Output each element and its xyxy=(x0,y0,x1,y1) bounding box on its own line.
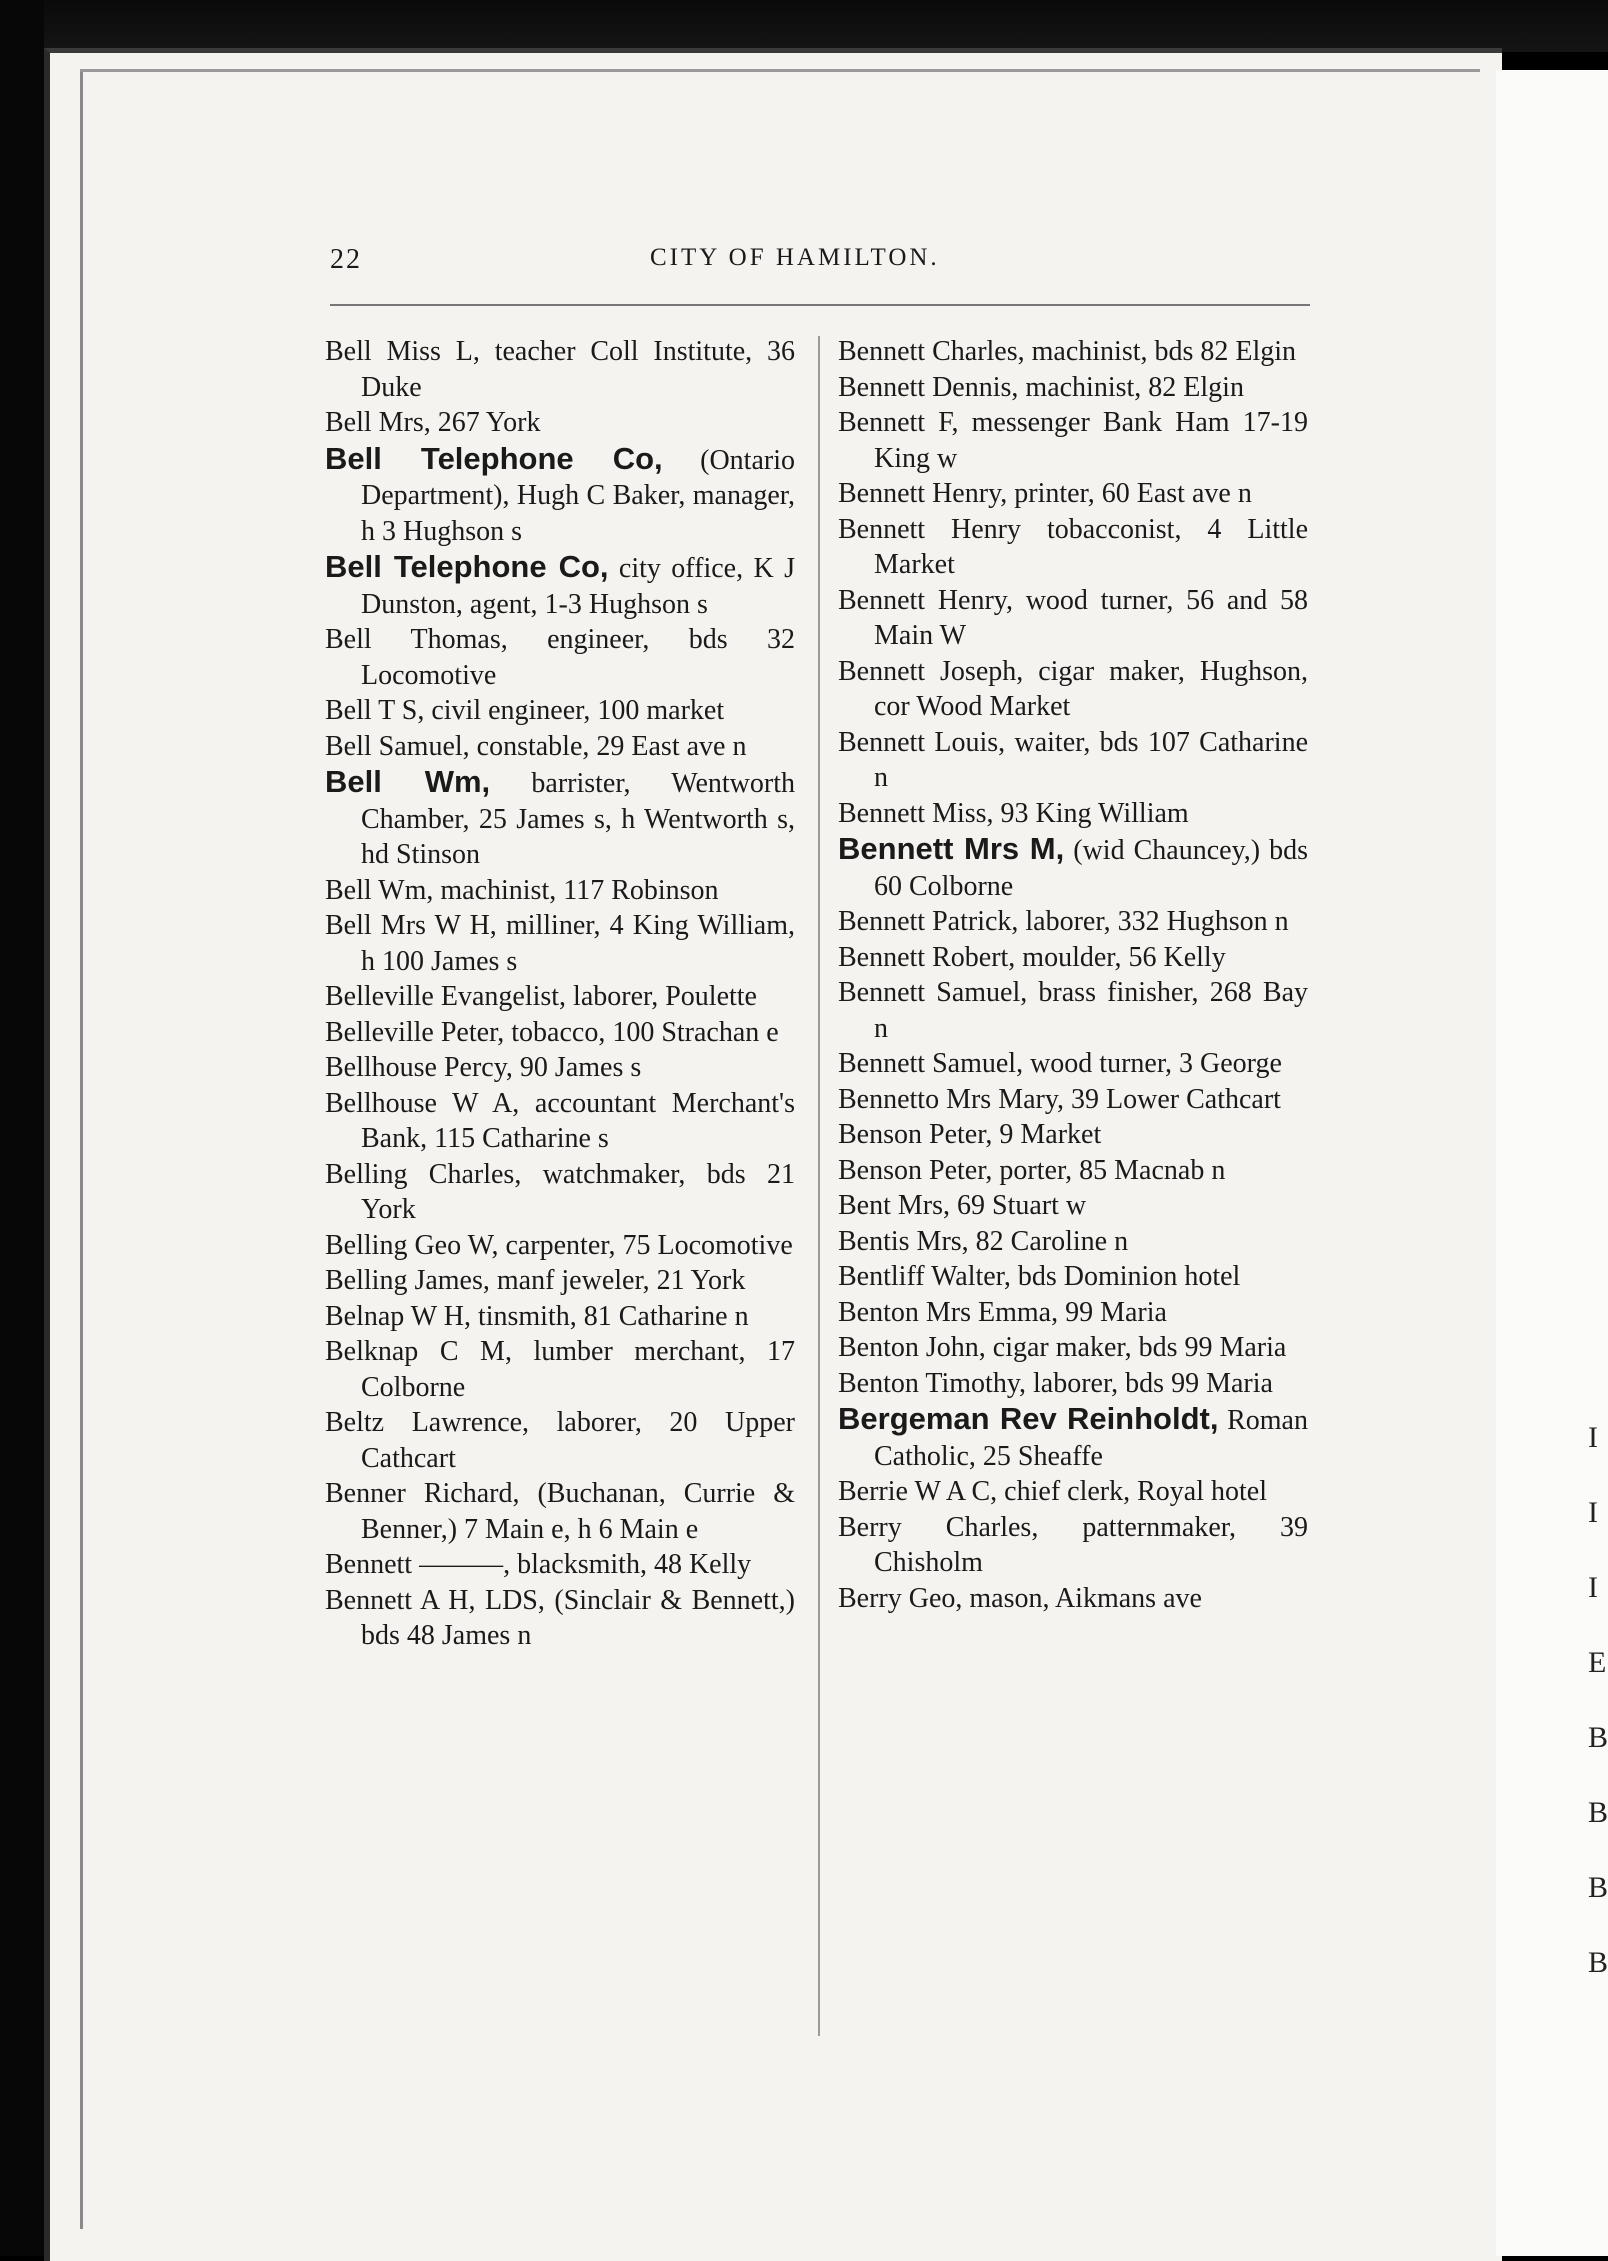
directory-entry xyxy=(325,1086,795,1157)
entry-text: Bennett Joseph, cigar maker, Hughson, cor Wood Market xyxy=(838,655,1308,722)
facing-page-fragments xyxy=(1588,1400,1608,2000)
entry-text: (wid Chauncey,) bds 60 Colborne xyxy=(874,835,1308,902)
page-number: 22 xyxy=(330,244,362,275)
directory-entry xyxy=(838,1224,1308,1260)
directory-entry xyxy=(838,1082,1308,1118)
directory-entry xyxy=(838,1259,1308,1295)
facing-page-letter: I xyxy=(1588,1421,1598,1454)
directory-entry xyxy=(325,729,795,765)
entry-text: Beltz Lawrence, laborer, 20 Upper Cathcart xyxy=(325,1407,795,1474)
directory-entry xyxy=(325,764,795,873)
directory-entry xyxy=(325,405,795,441)
directory-entry xyxy=(325,1334,795,1405)
entry-text: Benson Peter, 9 Market xyxy=(838,1119,1102,1150)
page-edge-line xyxy=(80,69,83,2229)
entry-text: Bennett Samuel, wood turner, 3 George xyxy=(838,1048,1282,1079)
entry-text: Bennett Dennis, machinist, 82 Elgin xyxy=(838,371,1244,403)
directory-entry xyxy=(325,1050,795,1086)
entry-text: Bennett Henry, wood turner, 56 and 58 Main W xyxy=(838,584,1308,651)
facing-page-letter: B xyxy=(1588,1946,1608,1979)
entry-text: Belling James, manf jeweler, 21 York xyxy=(325,1265,746,1296)
entry-bold-name: Bergeman Rev Reinholdt, xyxy=(838,1401,1219,1436)
entry-text: Belnap W H, tinsmith, 81 Catharine n xyxy=(325,1300,749,1332)
entry-text: Belleville Evangelist, laborer, Poulette xyxy=(325,981,757,1012)
directory-entry xyxy=(325,1547,795,1583)
directory-entry xyxy=(838,940,1308,976)
entry-text: Benson Peter, porter, 85 Macnab n xyxy=(838,1154,1226,1186)
facing-page-letter: I xyxy=(1588,1496,1598,1529)
entry-text: Bentis Mrs, 82 Caroline n xyxy=(838,1225,1129,1257)
entry-text: Roman Catholic, 25 Sheaffe xyxy=(874,1405,1308,1472)
entry-text: Bellhouse Percy, 90 James s xyxy=(325,1052,642,1083)
directory-entry xyxy=(325,622,795,693)
entry-text: Belling Geo W, carpenter, 75 Locomotive xyxy=(325,1229,793,1261)
directory-entry xyxy=(838,654,1308,725)
entry-bold-name: Bell Telephone Co, xyxy=(325,549,609,584)
entry-text: Bell T S, civil engineer, 100 market xyxy=(325,695,725,726)
entry-text: Benner Richard, (Buchanan, Currie & Benner,) 7 Main e, h 6 Main e xyxy=(325,1478,795,1545)
directory-entry xyxy=(325,1263,795,1299)
entry-text: Bennett Henry, printer, 60 East ave n xyxy=(838,478,1252,509)
entry-text: Bell Wm, machinist, 117 Robinson xyxy=(325,874,719,906)
entry-text: (Ontario Department), Hugh C Baker, manager, h 3 Hughson s xyxy=(361,444,795,547)
directory-entry xyxy=(325,693,795,729)
entry-text: Bennett ———, blacksmith, 48 Kelly xyxy=(325,1549,752,1580)
directory-entry xyxy=(838,370,1308,406)
entry-bold-name: Bell Wm, xyxy=(325,764,491,799)
entry-text: Berrie W A C, chief clerk, Royal hotel xyxy=(838,1476,1267,1507)
directory-entry xyxy=(838,1474,1308,1510)
directory-entry xyxy=(325,908,795,979)
directory-column-left xyxy=(325,334,795,1654)
directory-entry xyxy=(325,1476,795,1547)
directory-entry xyxy=(325,549,795,622)
directory-entry xyxy=(838,796,1308,832)
directory-entry xyxy=(838,831,1308,904)
directory-entry xyxy=(838,1188,1308,1224)
entry-text: Belleville Peter, tobacco, 100 Strachan e xyxy=(325,1016,779,1048)
directory-entry xyxy=(838,975,1308,1046)
directory-entry xyxy=(838,1153,1308,1189)
entry-text: Berry Charles, patternmaker, 39 Chisholm xyxy=(838,1511,1308,1578)
directory-entry xyxy=(325,873,795,909)
header-rule xyxy=(330,304,1310,306)
entry-text: Bell Thomas, engineer, bds 32 Locomotive xyxy=(325,624,795,691)
directory-entry xyxy=(325,1299,795,1335)
entry-text: Bennett Robert, moulder, 56 Kelly xyxy=(838,941,1226,973)
entry-text: Benton Mrs Emma, 99 Maria xyxy=(838,1296,1167,1328)
entry-text: Bennett Samuel, brass finisher, 268 Bay n xyxy=(838,977,1308,1044)
facing-page-letter: B xyxy=(1588,1796,1608,1829)
directory-entry xyxy=(325,1405,795,1476)
directory-entry xyxy=(838,1046,1308,1082)
entry-text: Bennett Miss, 93 King William xyxy=(838,797,1189,829)
directory-entry xyxy=(838,1366,1308,1402)
directory-entry xyxy=(838,904,1308,940)
entry-text: Bell Mrs W H, milliner, 4 King William, h 100 James s xyxy=(325,910,795,977)
directory-entry xyxy=(838,405,1308,476)
entry-text: Belling Charles, watchmaker, bds 21 York xyxy=(325,1158,795,1225)
directory-entry xyxy=(838,583,1308,654)
entry-text: Bennett Patrick, laborer, 332 Hughson n xyxy=(838,906,1289,937)
entry-text: Bell Miss L, teacher Coll Institute, 36 Duke xyxy=(325,336,795,403)
entry-text: Bennetto Mrs Mary, 39 Lower Cathcart xyxy=(838,1083,1281,1115)
directory-entry xyxy=(838,476,1308,512)
directory-entry xyxy=(838,512,1308,583)
directory-entry xyxy=(325,1015,795,1051)
entry-text: city office, K J Dunston, agent, 1-3 Hughson s xyxy=(361,553,795,620)
directory-entry xyxy=(838,1510,1308,1581)
directory-entry xyxy=(325,441,795,550)
entry-text: Bell Samuel, constable, 29 East ave n xyxy=(325,730,747,762)
directory-entry xyxy=(325,1583,795,1654)
entry-bold-name: Bennett Mrs M, xyxy=(838,831,1065,866)
facing-page-letter: I xyxy=(1588,1571,1598,1604)
entry-bold-name: Bell Telephone Co, xyxy=(325,440,663,476)
entry-text: barrister, Wentworth Chamber, 25 James s, h Wentworth s, hd Stinson xyxy=(361,768,796,870)
entry-text: Bennett F, messenger Bank Ham 17-19 King w xyxy=(838,407,1308,474)
running-title: CITY OF HAMILTON. xyxy=(650,244,940,271)
scan-left-border xyxy=(0,0,44,2256)
entry-text: Bellhouse W A, accountant Merchant's Bank, 115 Catharine s xyxy=(325,1087,795,1154)
column-divider xyxy=(818,336,820,2036)
entry-text: Benton John, cigar maker, bds 99 Maria xyxy=(838,1332,1287,1363)
page-header xyxy=(330,244,1310,284)
directory-entry xyxy=(838,725,1308,796)
directory-entry xyxy=(838,1401,1308,1474)
directory-entry xyxy=(325,1157,795,1228)
facing-page-letter: E xyxy=(1588,1646,1607,1679)
directory-entry xyxy=(838,1581,1308,1617)
directory-entry xyxy=(325,1228,795,1264)
directory-entry xyxy=(325,979,795,1015)
entry-text: Bennett Henry tobacconist, 4 Little Market xyxy=(838,513,1308,580)
entry-text: Benton Timothy, laborer, bds 99 Maria xyxy=(838,1367,1273,1399)
facing-page-letter: B xyxy=(1588,1721,1608,1754)
entry-text: Bentliff Walter, bds Dominion hotel xyxy=(838,1261,1241,1292)
directory-entry xyxy=(838,1295,1308,1331)
directory-entry xyxy=(325,334,795,405)
entry-text: Bennett Charles, machinist, bds 82 Elgin xyxy=(838,336,1297,367)
entry-text: Bell Mrs, 267 York xyxy=(325,407,541,438)
entry-text: Berry Geo, mason, Aikmans ave xyxy=(838,1582,1202,1614)
entry-text: Bennett Louis, waiter, bds 107 Catharine n xyxy=(838,726,1308,793)
directory-entry xyxy=(838,1117,1308,1153)
scan-top-border xyxy=(0,0,1608,52)
directory-column-right xyxy=(838,334,1308,1616)
directory-entry xyxy=(838,334,1308,370)
directory-entry xyxy=(838,1330,1308,1366)
facing-page-letter: B xyxy=(1588,1871,1608,1904)
entry-text: Bent Mrs, 69 Stuart w xyxy=(838,1190,1087,1221)
entry-text: Bennett A H, LDS, (Sinclair & Bennett,) bds 48 James n xyxy=(325,1584,795,1651)
entry-text: Belknap C M, lumber merchant, 17 Colborne xyxy=(325,1336,795,1403)
page-top-edge-line xyxy=(80,69,1480,72)
